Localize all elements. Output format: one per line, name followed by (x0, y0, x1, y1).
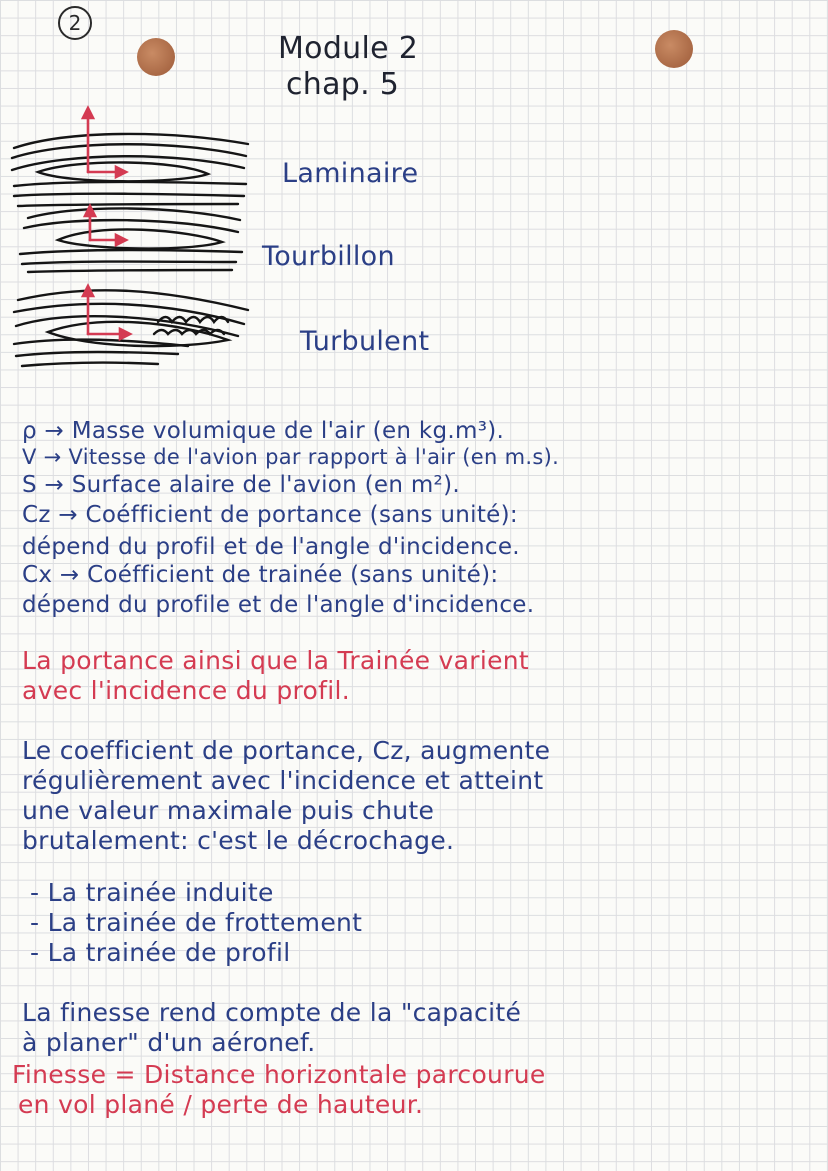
definition-cz-detail: dépend du profil et de l'angle d'incidence. (22, 534, 520, 560)
turbulent-flow-sketch (14, 290, 248, 366)
header-title: Module 2 (278, 31, 419, 66)
drag-list-item-profile: - La trainée de profil (30, 938, 291, 967)
finesse-formula-line1: Finesse = Distance horizontale parcourue (12, 1060, 546, 1089)
finesse-note-line2: à planer" d'un aéronef. (22, 1028, 316, 1057)
header-subtitle: chap. 5 (286, 67, 400, 102)
finesse-note-line1: La finesse rend compte de la "capacité (22, 998, 522, 1027)
cz-note-line4: brutalement: c'est le décrochage. (22, 826, 455, 855)
page-number: 2 (58, 6, 92, 40)
finesse-formula-line2: en vol plané / perte de hauteur. (18, 1090, 424, 1119)
lift-drag-note-line1: La portance ainsi que la Trainée varient (22, 646, 530, 675)
definition-cx-detail: dépend du profile et de l'angle d'incidence. (22, 592, 535, 618)
definition-cz: Cz → Coéfficient de portance (sans unité): (22, 502, 518, 528)
lift-drag-note-line2: avec l'incidence du profil. (22, 676, 350, 705)
binder-hole-left (137, 38, 175, 76)
cz-note-line3: une valeur maximale puis chute (22, 796, 435, 825)
cz-note-line1: Le coefficient de portance, Cz, augmente (22, 736, 551, 765)
flow-label-tourbillon: Tourbillon (262, 241, 395, 272)
definition-v: V → Vitesse de l'avion par rapport à l'air (en m.s). (22, 445, 560, 469)
drag-list-item-friction: - La trainée de frottement (30, 908, 363, 937)
laminar-flow-sketch (12, 134, 248, 206)
drag-list-item-induced: - La trainée induite (30, 878, 274, 907)
definition-rho: ρ → Masse volumique de l'air (en kg.m³). (22, 418, 505, 444)
flow-label-turbulent: Turbulent (300, 326, 430, 357)
binder-hole-right (655, 30, 693, 68)
airfoil-flow-diagram (8, 100, 280, 380)
definition-cx: Cx → Coéfficient de trainée (sans unité): (22, 562, 499, 588)
flow-label-laminaire: Laminaire (282, 158, 419, 189)
definition-s: S → Surface alaire de l'avion (en m²). (22, 472, 460, 498)
vortex-flow-sketch (20, 208, 242, 272)
cz-note-line2: régulièrement avec l'incidence et atteint (22, 766, 544, 795)
